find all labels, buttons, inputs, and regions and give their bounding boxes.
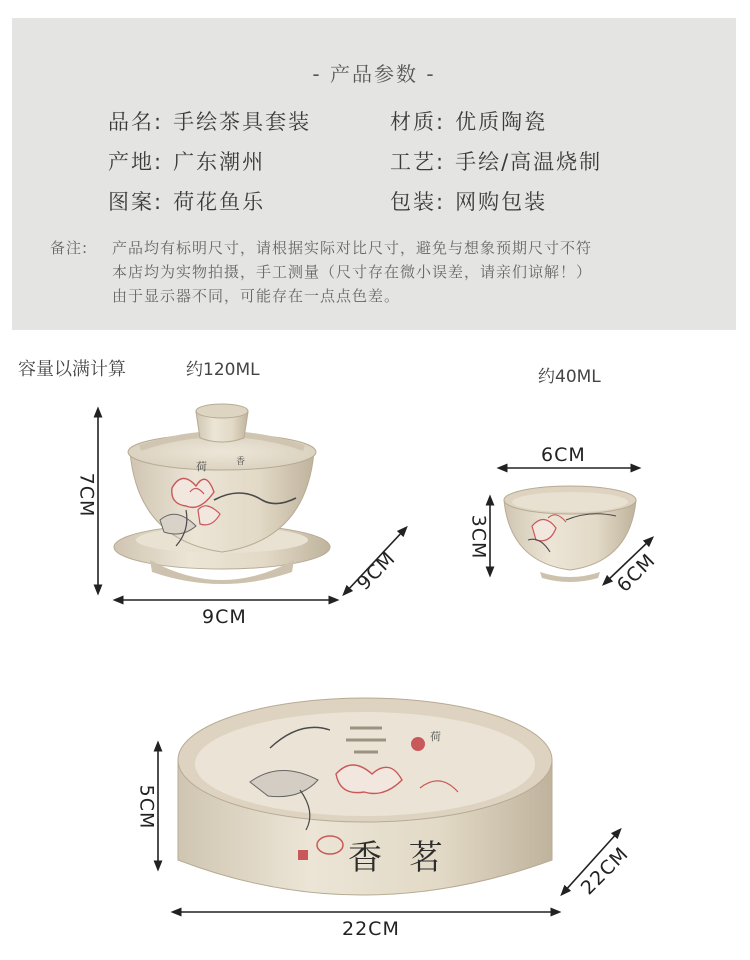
- gaiwan-icon: [114, 404, 330, 584]
- spec-value: 广东潮州: [173, 150, 266, 174]
- cup-width-label: 6CM: [541, 444, 586, 466]
- spec-value: 手绘/高温烧制: [455, 150, 603, 174]
- gaiwan-capacity: 约120ML: [186, 360, 260, 380]
- cup-capacity: 约40ML: [538, 367, 601, 387]
- tray-calligraphy: 香 茗: [348, 838, 451, 878]
- tray-height-label: 5CM: [135, 784, 158, 830]
- spec-label: 包装:: [390, 190, 446, 214]
- spec-label: 工艺:: [390, 150, 446, 174]
- svg-text:香: 香: [236, 457, 246, 467]
- spec-label: 材质:: [390, 110, 446, 134]
- spec-value: 优质陶瓷: [455, 110, 548, 134]
- spec-label: 品名:: [108, 110, 164, 134]
- spec-label: 图案:: [108, 190, 164, 214]
- tray-depth-label: 22CM: [576, 842, 634, 900]
- note-line: 由于显示器不同，可能存在一点点色差。: [112, 287, 401, 305]
- spec-value: 手绘茶具套装: [173, 110, 312, 134]
- capacity-label: 容量以满计算: [18, 359, 126, 380]
- gaiwan-depth-label: 9CM: [352, 547, 400, 595]
- spec-value: 网购包装: [455, 190, 548, 214]
- tray-width-label: 22CM: [342, 918, 400, 940]
- gaiwan-width-label: 9CM: [202, 606, 247, 628]
- note-line: 本店均为实物拍摄，手工测量（尺寸存在微小误差，请亲们谅解！）: [112, 263, 593, 281]
- cup-depth-label: 6CM: [612, 549, 660, 597]
- svg-text:荷: 荷: [430, 730, 441, 743]
- panel-title: - 产品参数 -: [312, 62, 436, 86]
- spec-label: 产地:: [108, 150, 164, 174]
- note-line: 产品均有标明尺寸，请根据实际对比尺寸，避免与想象预期尺寸不符: [112, 239, 593, 257]
- svg-text:荷: 荷: [196, 460, 207, 473]
- note-label: 备注:: [50, 239, 89, 257]
- spec-value: 荷花鱼乐: [173, 190, 266, 214]
- cup-height-label: 3CM: [467, 514, 490, 560]
- gaiwan-height-label: 7CM: [75, 472, 98, 518]
- cup-icon: [504, 486, 636, 582]
